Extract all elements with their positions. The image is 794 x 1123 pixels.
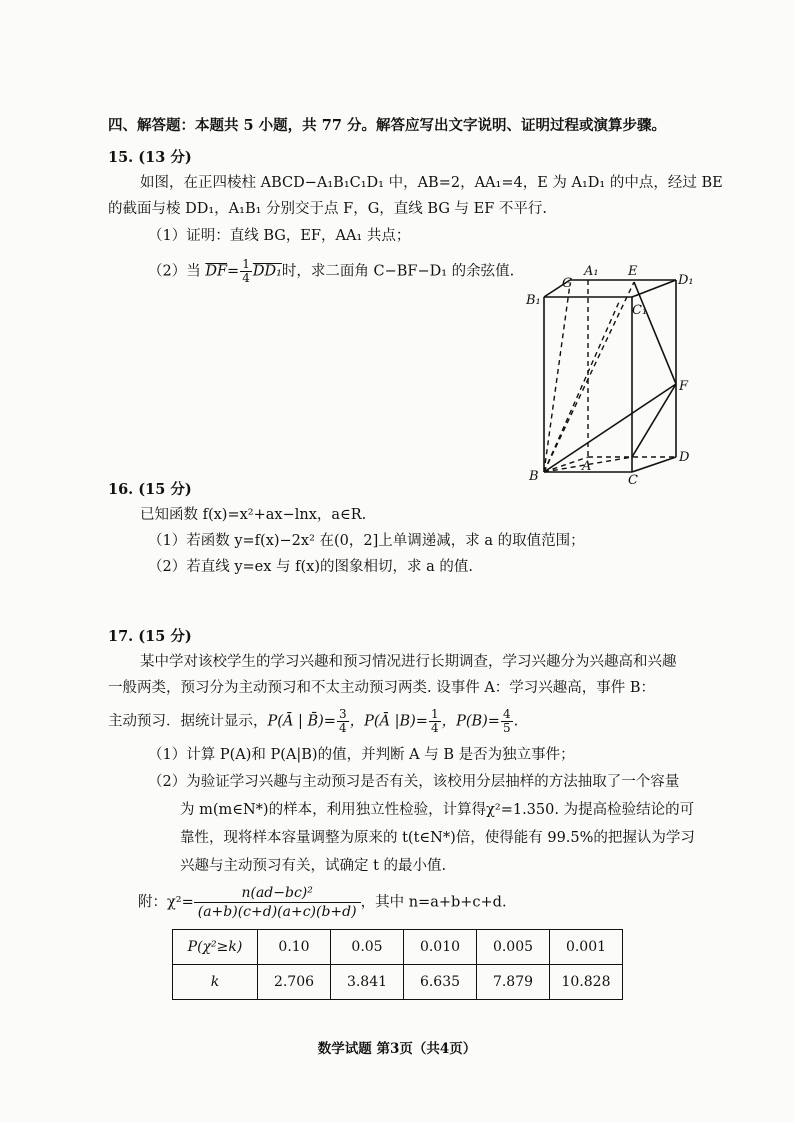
label-c1: C₁ [632,303,648,318]
table-cell: 6.635 [404,965,477,1000]
q17-part2-line4: 兴趣与主动预习有关，试确定 t 的最小值. [180,858,447,874]
table-cell: 0.10 [258,930,331,965]
label-b1: B₁ [526,293,541,308]
prob-b: ，P(B)= [441,713,500,730]
fraction-numerator: 3 [338,707,347,721]
q17-header [108,627,192,647]
label-f: F [679,379,689,394]
table-cell: k [173,965,258,1000]
q17-stem-line3 [108,708,518,735]
vector-dd1: DD₁ [252,263,282,280]
fraction-denominator: 4 [430,721,439,735]
fraction-one-quarter-2 [429,708,441,735]
q17-part2-line2: 为 m(m∈N*)的样本，利用独立性检验，计算得χ²=1.350. 为提高检验结论的可 [180,802,695,818]
prob-not-a-given-b: ，P(Ā |B)= [349,713,428,730]
q17-stem-line3-end: . [513,713,519,730]
q17-appendix-formula [138,884,507,921]
fraction-denominator: 4 [242,271,250,285]
fraction-numerator: 1 [430,707,439,721]
chi-square-numerator: n(ad−bc)² [194,884,361,903]
q15-points: (13 分) [138,149,192,166]
fraction-one-quarter [240,258,252,285]
fraction-numerator: 1 [242,257,250,271]
table-cell: 0.005 [477,930,550,965]
q15-stem-line2: 的截面与棱 DD₁，A₁B₁ 分别交于点 F，G，直线 BG 与 EF 不平行. [108,201,547,217]
q17-part2-line1: （2）为验证学习兴趣与主动预习是否有关，该校用分层抽样的方法抽取了一个容量 [148,774,680,790]
q15-part2 [148,258,514,285]
chi-square-fraction [194,884,361,921]
label-d1: D₁ [678,273,694,288]
q16-header [108,480,192,500]
fraction-numerator: 4 [502,707,511,721]
q17-stem-line1: 某中学对该校学生的学习兴趣和预习情况进行长期调查，学习兴趣分为兴趣高和兴趣 [140,654,677,670]
table-cell: 0.05 [331,930,404,965]
label-a1: A₁ [584,264,599,279]
q17-part1: （1）计算 P(A)和 P(A|B)的值，并判断 A 与 B 是否为独立事件； [148,747,575,763]
label-c: C [628,473,638,484]
table-cell: 3.841 [331,965,404,1000]
q15-part2-suffix: 时，求二面角 C−BF−D₁ 的余弦值. [281,263,515,280]
table-cell: 0.010 [404,930,477,965]
fraction-four-fifths [501,708,513,735]
q16-points: (15 分) [138,481,192,498]
q16-part2: （2）若直线 y=ex 与 f(x)的图象相切，求 a 的值. [148,559,473,575]
q16-stem: 已知函数 f(x)=x²+ax−lnx，a∈R. [140,507,367,523]
label-g: G [562,276,573,291]
prism-figure [524,262,704,484]
q15-header [108,148,192,168]
prob-a-given-not-b: P(Ā | B̄)= [267,713,336,730]
label-e: E [628,264,638,279]
q17-stem-line3-prefix: 主动预习．据统计显示， [108,713,268,730]
section-heading: 四、解答题：本题共 5 小题，共 77 分。解答应写出文字说明、证明过程或演算步骤。 [108,117,666,134]
fraction-three-quarters [337,708,349,735]
q16-number: 16. [108,481,134,498]
chi-square-critical-table [172,929,623,1000]
fraction-denominator: 4 [338,721,347,735]
label-b: B [529,469,539,484]
table-cell: 2.706 [258,965,331,1000]
q15-part2-prefix: （2）当 [148,263,206,280]
chi-square-suffix: ，其中 n=a+b+c+d. [360,894,507,911]
table-cell: 0.001 [550,930,623,965]
fraction-denominator: 5 [502,721,511,735]
page-footer: 数学试题 第3页（共4页） [317,1041,477,1057]
q16-part1: （1）若函数 y=f(x)−2x² 在(0，2]上单调递减，求 a 的取值范围； [148,533,585,549]
q15-part1: （1）证明：直线 BG，EF，AA₁ 共点； [148,228,411,244]
label-a: A [582,459,592,474]
table-row [173,930,623,965]
q17-stem-line2: 一般两类，预习分为主动预习和不太主动预习两类. 设事件 A：学习兴趣高，事件 B： [108,680,656,696]
q17-points: (15 分) [138,628,192,645]
vector-df: $\overline{DF}$ [205,263,228,280]
q17-number: 17. [108,628,134,645]
chi-square-prefix: 附：χ²= [138,894,194,911]
q15-part2-equals: = [227,263,240,280]
table-cell: 7.879 [477,965,550,1000]
table-cell: P(χ²≥k) [173,930,258,965]
q15-number: 15. [108,149,134,166]
q15-stem-line1: 如图，在正四棱柱 ABCD−A₁B₁C₁D₁ 中，AB=2，AA₁=4，E 为 A₁D₁ 的中点，经过 BE [140,175,723,191]
table-cell: 10.828 [550,965,623,1000]
q17-part2-line3: 靠性，现将样本容量调整为原来的 t(t∈N*)倍，使得能有 99.5%的把握认为学习 [180,830,695,846]
label-d: D [679,450,690,465]
table-row [173,965,623,1000]
chi-square-denominator: (a+b)(c+d)(a+c)(b+d) [197,904,357,920]
